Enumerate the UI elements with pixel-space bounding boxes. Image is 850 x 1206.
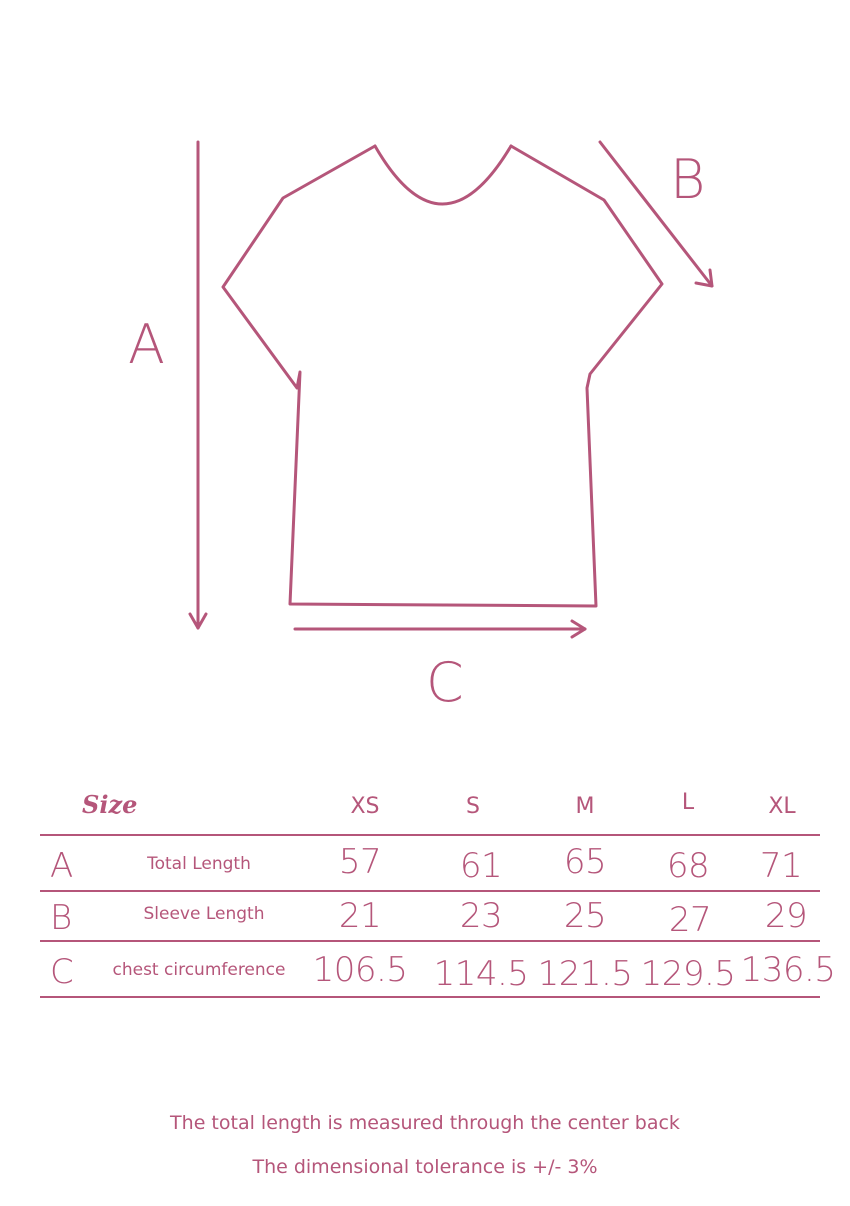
table-rule: [40, 890, 820, 892]
value-cell: 29: [764, 896, 808, 936]
value-cell: 71: [759, 846, 803, 886]
value-cell: 25: [563, 896, 607, 936]
value-cell: 121.5: [537, 954, 633, 994]
size-header-xs: XS: [350, 794, 380, 819]
value-cell: 68: [666, 846, 710, 886]
value-cell: 106.5: [312, 950, 408, 990]
tshirt-neckline: [375, 146, 511, 204]
row-label: chest circumference: [112, 960, 286, 980]
value-cell: 114.5: [433, 954, 529, 994]
size-heading: Size: [82, 790, 138, 819]
size-header-l: L: [681, 790, 695, 815]
value-cell: 21: [338, 896, 382, 936]
dimension-label-a: A: [128, 313, 165, 376]
row-letter: A: [50, 846, 74, 886]
table-rule: [40, 940, 820, 942]
value-cell: 57: [338, 842, 382, 882]
size-header-m: M: [575, 794, 595, 819]
note-center-back: The total length is measured through the center back: [170, 1112, 680, 1134]
row-letter: B: [50, 898, 73, 938]
note-tolerance: The dimensional tolerance is +/- 3%: [252, 1156, 598, 1178]
value-cell: 61: [459, 846, 503, 886]
table-rule-bottom: [40, 996, 820, 998]
value-cell: 27: [668, 900, 712, 940]
size-header-s: S: [466, 794, 480, 819]
row-letter: C: [50, 952, 74, 992]
dimension-label-b: B: [670, 148, 706, 211]
value-cell: 129.5: [640, 954, 736, 994]
value-cell: 23: [459, 896, 503, 936]
table-rule-header: [40, 834, 820, 836]
value-cell: 65: [563, 842, 607, 882]
size-header-xl: XL: [768, 794, 796, 819]
tshirt-outline: [223, 146, 662, 606]
row-label: Sleeve Length: [143, 904, 265, 924]
dimension-label-c: C: [426, 651, 464, 714]
value-cell: 136.5: [740, 950, 836, 990]
row-label: Total Length: [147, 854, 251, 874]
